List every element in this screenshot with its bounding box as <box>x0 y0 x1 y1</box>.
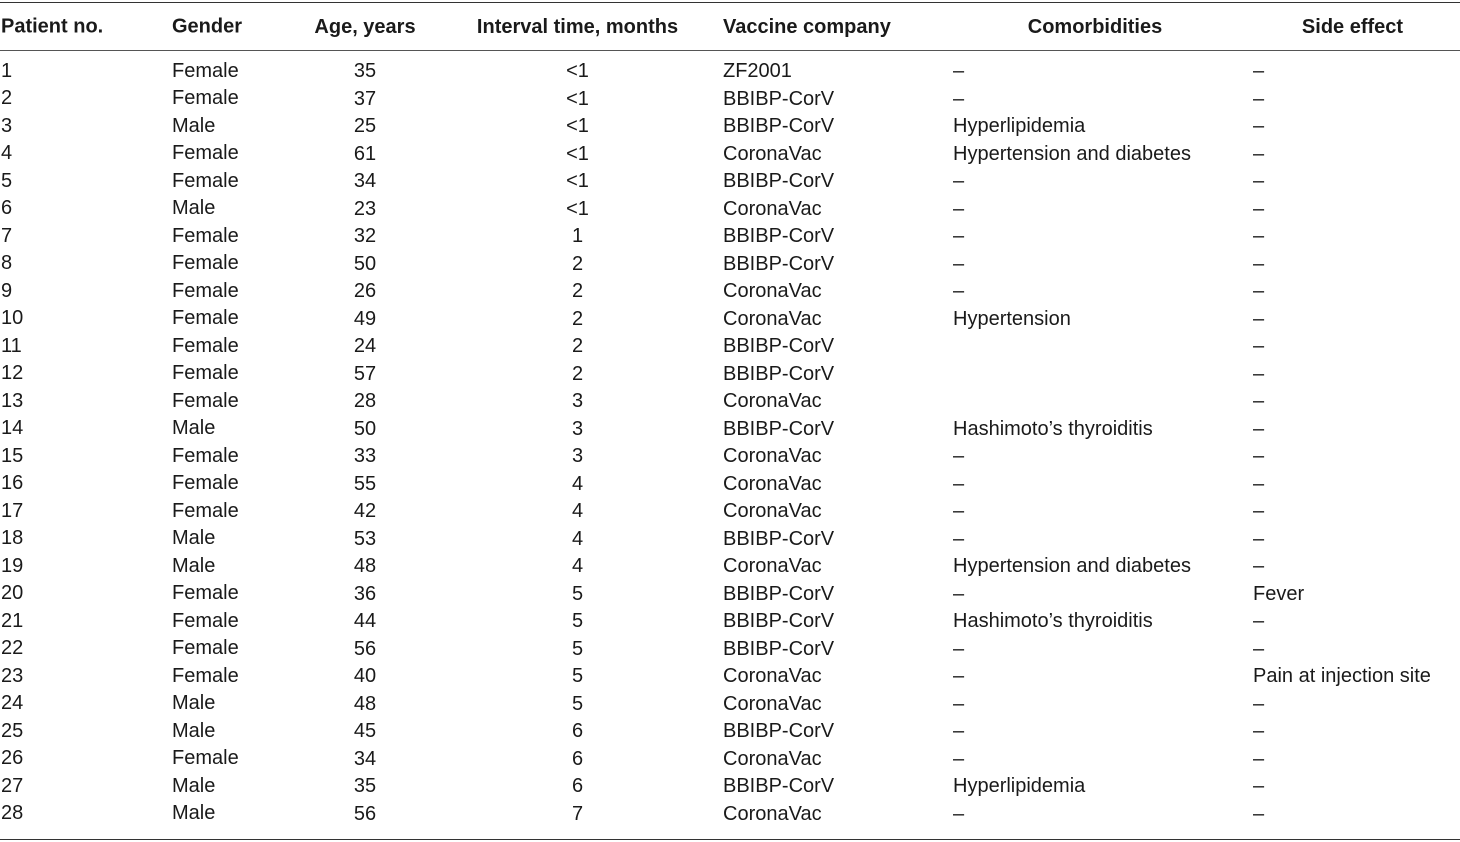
cell-patient-no: 9 <box>1 279 13 302</box>
cell-interval: 5 <box>571 637 584 660</box>
cell-age: 49 <box>353 307 377 330</box>
cell-no-gender <box>0 333 290 361</box>
cell-age: 33 <box>353 445 377 468</box>
cell-patient-no: 3 <box>1 114 13 137</box>
cell-no-gender <box>0 773 290 801</box>
cell-gender: Female <box>172 224 239 247</box>
cell-side-effect: – <box>1253 307 1265 330</box>
cell-interval: 5 <box>571 582 584 605</box>
cell-interval: 4 <box>571 472 584 495</box>
cell-age: 25 <box>353 115 377 138</box>
cell-vaccine: CoronaVac <box>723 197 822 220</box>
cell-vaccine: CoronaVac <box>723 692 822 715</box>
cell-age: 37 <box>353 87 377 110</box>
cell-gender: Female <box>172 87 239 109</box>
cell-gender: Female <box>172 389 239 412</box>
cell-age: 35 <box>353 775 377 798</box>
cell-comorbidities <box>945 361 1245 389</box>
cell-vaccine: BBIBP-CorV <box>723 582 835 605</box>
cell-patient-no: 10 <box>1 307 24 329</box>
cell-side-effect: – <box>1253 445 1265 468</box>
cell-gender: Female <box>172 142 239 164</box>
cell-comorbidities <box>945 333 1245 361</box>
cell-comorbidities: – <box>953 252 965 275</box>
cell-comorbidities: – <box>953 582 965 605</box>
cell-side-effect: – <box>1253 197 1265 220</box>
cell-no-gender <box>0 278 290 306</box>
cell-side-effect: – <box>1253 802 1265 825</box>
cell-interval: 2 <box>571 362 584 385</box>
table-row <box>0 636 1460 664</box>
cell-gender: Female <box>172 444 239 467</box>
cell-interval: <1 <box>566 197 589 220</box>
cell-no-gender <box>0 196 290 224</box>
header-side-effect: Side effect <box>1301 15 1404 38</box>
table-row <box>0 196 1460 224</box>
cell-vaccine: CoronaVac <box>723 555 822 578</box>
cell-patient-no: 17 <box>1 499 24 522</box>
cell-comorbidities: – <box>953 720 965 743</box>
cell-gender: Female <box>172 362 239 384</box>
cell-vaccine: CoronaVac <box>723 280 822 303</box>
table-row <box>0 526 1460 554</box>
cell-gender: Female <box>172 307 239 329</box>
cell-gender: Male <box>172 802 216 824</box>
cell-comorbidities: – <box>953 472 965 495</box>
cell-interval: 2 <box>571 252 584 275</box>
table-row <box>0 553 1460 581</box>
cell-interval: <1 <box>566 87 589 110</box>
cell-vaccine: BBIBP-CorV <box>723 252 835 275</box>
cell-age: 48 <box>353 692 377 715</box>
table-header <box>0 4 1460 50</box>
cell-comorbidities: – <box>953 747 965 770</box>
table-row <box>0 361 1460 389</box>
cell-no-gender <box>0 306 290 334</box>
cell-no-gender <box>0 581 290 609</box>
cell-no-gender <box>0 553 290 581</box>
cell-interval: 4 <box>571 555 584 578</box>
cell-comorbidities: – <box>953 665 965 688</box>
cell-age: 53 <box>353 527 377 550</box>
cell-comorbidities: Hyperlipidemia <box>953 775 1086 798</box>
cell-comorbidities: Hypertension <box>953 307 1071 330</box>
cell-vaccine: ZF2001 <box>723 60 792 83</box>
cell-vaccine: BBIBP-CorV <box>723 87 835 110</box>
cell-patient-no: 7 <box>1 224 13 247</box>
cell-comorbidities: – <box>953 500 965 523</box>
cell-no-gender <box>0 168 290 196</box>
table-row <box>0 443 1460 471</box>
table-row <box>0 113 1460 141</box>
cell-gender: Male <box>172 554 216 577</box>
cell-patient-no: 11 <box>1 334 22 357</box>
cell-interval: <1 <box>566 115 589 138</box>
cell-no-gender <box>0 86 290 114</box>
table-row <box>0 141 1460 169</box>
cell-side-effect: – <box>1253 225 1265 248</box>
cell-side-effect: – <box>1253 610 1265 633</box>
cell-no-gender <box>0 113 290 141</box>
table-row <box>0 306 1460 334</box>
cell-age: 48 <box>353 555 377 578</box>
cell-age: 26 <box>353 280 377 303</box>
cell-vaccine: BBIBP-CorV <box>723 637 835 660</box>
table-top-rule <box>0 2 1460 3</box>
cell-side-effect: – <box>1253 252 1265 275</box>
cell-comorbidities: Hypertension and diabetes <box>953 142 1191 165</box>
cell-interval: <1 <box>566 60 589 83</box>
cell-vaccine: BBIBP-CorV <box>723 225 835 248</box>
cell-comorbidities: – <box>953 527 965 550</box>
table-row <box>0 801 1460 829</box>
cell-interval: 7 <box>571 802 584 825</box>
cell-gender: Male <box>172 692 216 714</box>
cell-no-gender <box>0 141 290 169</box>
cell-side-effect: – <box>1253 692 1265 715</box>
cell-patient-no: 21 <box>1 609 24 632</box>
header-gender-label: Gender <box>172 15 243 38</box>
table-row <box>0 168 1460 196</box>
cell-age: 50 <box>353 417 377 440</box>
cell-interval: 6 <box>571 720 584 743</box>
table-row <box>0 251 1460 279</box>
header-comorbidities: Comorbidities <box>1027 15 1163 38</box>
cell-patient-no: 26 <box>1 747 24 769</box>
cell-no-gender <box>0 746 290 774</box>
patient-table <box>0 4 1460 828</box>
header-gender <box>0 4 290 50</box>
cell-gender: Female <box>172 169 239 192</box>
cell-comorbidities: – <box>953 802 965 825</box>
cell-comorbidities: Hypertension and diabetes <box>953 555 1191 578</box>
cell-vaccine: BBIBP-CorV <box>723 527 835 550</box>
cell-age: 32 <box>353 225 377 248</box>
cell-side-effect: – <box>1253 417 1265 440</box>
table-row <box>0 498 1460 526</box>
cell-interval: 2 <box>571 307 584 330</box>
cell-age: 57 <box>353 362 377 385</box>
header-row <box>0 4 1460 50</box>
cell-no-gender <box>0 691 290 719</box>
table-row <box>0 746 1460 774</box>
cell-patient-no: 28 <box>1 802 24 824</box>
cell-age: 34 <box>353 170 377 193</box>
cell-no-gender <box>0 223 290 251</box>
cell-no-gender <box>0 498 290 526</box>
cell-gender: Male <box>172 417 216 439</box>
cell-vaccine: CoronaVac <box>723 390 822 413</box>
header-patient-no-label: Patient no. <box>1 15 104 38</box>
cell-comorbidities: Hashimoto’s thyroiditis <box>953 610 1153 633</box>
cell-side-effect: – <box>1253 747 1265 770</box>
cell-vaccine: BBIBP-CorV <box>723 115 835 138</box>
cell-age: 56 <box>353 802 377 825</box>
cell-interval: 2 <box>571 280 584 303</box>
cell-patient-no: 14 <box>1 417 24 439</box>
cell-no-gender <box>0 471 290 499</box>
cell-interval: 1 <box>571 225 584 248</box>
cell-no-gender <box>0 251 290 279</box>
table-row <box>0 691 1460 719</box>
cell-patient-no: 24 <box>1 692 24 714</box>
cell-age: 23 <box>353 197 377 220</box>
cell-no-gender <box>0 718 290 746</box>
cell-side-effect: – <box>1253 555 1265 578</box>
cell-interval: 5 <box>571 665 584 688</box>
cell-interval: 3 <box>571 445 584 468</box>
cell-vaccine: BBIBP-CorV <box>723 335 835 358</box>
cell-patient-no: 12 <box>1 362 24 384</box>
header-interval: Interval time, months <box>476 15 679 38</box>
cell-gender: Male <box>172 774 216 797</box>
cell-comorbidities <box>945 388 1245 416</box>
cell-side-effect: – <box>1253 280 1265 303</box>
cell-vaccine: BBIBP-CorV <box>723 720 835 743</box>
cell-gender: Female <box>172 334 239 357</box>
cell-vaccine: CoronaVac <box>723 500 822 523</box>
cell-age: 61 <box>353 142 377 165</box>
table-bottom-rule <box>0 839 1460 840</box>
cell-patient-no: 18 <box>1 527 24 549</box>
cell-interval: 6 <box>571 747 584 770</box>
cell-gender: Male <box>172 527 216 549</box>
cell-no-gender <box>0 361 290 389</box>
cell-gender: Female <box>172 499 239 522</box>
cell-vaccine: BBIBP-CorV <box>723 362 835 385</box>
cell-side-effect: – <box>1253 142 1265 165</box>
cell-patient-no: 8 <box>1 252 13 274</box>
cell-side-effect: – <box>1253 527 1265 550</box>
cell-interval: <1 <box>566 170 589 193</box>
cell-side-effect: Fever <box>1253 582 1305 605</box>
cell-patient-no: 13 <box>1 389 24 412</box>
cell-age: 56 <box>353 637 377 660</box>
cell-side-effect: – <box>1253 500 1265 523</box>
cell-vaccine: BBIBP-CorV <box>723 170 835 193</box>
cell-side-effect: Pain at injection site <box>1253 665 1431 688</box>
cell-age: 45 <box>353 720 377 743</box>
cell-patient-no: 25 <box>1 719 24 742</box>
cell-interval: 4 <box>571 527 584 550</box>
cell-vaccine: CoronaVac <box>723 142 822 165</box>
table-row <box>0 388 1460 416</box>
cell-no-gender <box>0 443 290 471</box>
cell-patient-no: 15 <box>1 444 24 467</box>
cell-comorbidities: – <box>953 60 965 83</box>
cell-side-effect: – <box>1253 115 1265 138</box>
cell-side-effect: – <box>1253 362 1265 385</box>
cell-age: 44 <box>353 610 377 633</box>
table-body <box>0 50 1460 828</box>
cell-age: 28 <box>353 390 377 413</box>
cell-side-effect: – <box>1253 720 1265 743</box>
cell-no-gender <box>0 636 290 664</box>
cell-vaccine: CoronaVac <box>723 445 822 468</box>
cell-patient-no: 5 <box>1 169 13 192</box>
cell-no-gender <box>0 526 290 554</box>
cell-interval: 5 <box>571 610 584 633</box>
table-row <box>0 333 1460 361</box>
cell-patient-no: 2 <box>1 87 13 109</box>
cell-patient-no: 6 <box>1 197 13 219</box>
cell-gender: Female <box>172 252 239 274</box>
cell-age: 35 <box>353 60 377 83</box>
cell-comorbidities: – <box>953 197 965 220</box>
cell-gender: Female <box>172 59 239 82</box>
cell-gender: Female <box>172 747 239 769</box>
header-age: Age, years <box>314 15 416 38</box>
cell-patient-no: 22 <box>1 637 24 659</box>
cell-interval: 5 <box>571 692 584 715</box>
table-row <box>0 718 1460 746</box>
table-row <box>0 608 1460 636</box>
cell-no-gender <box>0 801 290 829</box>
cell-vaccine: BBIBP-CorV <box>723 610 835 633</box>
cell-side-effect: – <box>1253 87 1265 110</box>
cell-comorbidities: – <box>953 225 965 248</box>
cell-vaccine: CoronaVac <box>723 665 822 688</box>
cell-vaccine: BBIBP-CorV <box>723 417 835 440</box>
cell-age: 55 <box>353 472 377 495</box>
cell-side-effect: – <box>1253 170 1265 193</box>
cell-age: 24 <box>353 335 377 358</box>
cell-patient-no: 19 <box>1 554 24 577</box>
table-row <box>0 86 1460 114</box>
cell-age: 50 <box>353 252 377 275</box>
cell-age: 42 <box>353 500 377 523</box>
table-row <box>0 773 1460 801</box>
table-row <box>0 581 1460 609</box>
cell-vaccine: BBIBP-CorV <box>723 775 835 798</box>
cell-comorbidities: – <box>953 170 965 193</box>
cell-side-effect: – <box>1253 775 1265 798</box>
cell-gender: Female <box>172 279 239 302</box>
table-row <box>0 471 1460 499</box>
table-row <box>0 278 1460 306</box>
cell-vaccine: CoronaVac <box>723 472 822 495</box>
cell-interval: 3 <box>571 390 584 413</box>
table-row <box>0 416 1460 444</box>
cell-age: 40 <box>353 665 377 688</box>
cell-comorbidities: – <box>953 87 965 110</box>
table-row <box>0 223 1460 251</box>
cell-no-gender <box>0 608 290 636</box>
cell-patient-no: 16 <box>1 472 24 494</box>
cell-no-gender <box>0 663 290 691</box>
cell-interval: 2 <box>571 335 584 358</box>
cell-age: 34 <box>353 747 377 770</box>
cell-vaccine: CoronaVac <box>723 802 822 825</box>
header-vaccine: Vaccine company <box>723 15 891 38</box>
cell-interval: <1 <box>566 142 589 165</box>
cell-patient-no: 4 <box>1 142 13 164</box>
cell-no-gender <box>0 388 290 416</box>
table-row <box>0 663 1460 691</box>
cell-interval: 6 <box>571 775 584 798</box>
cell-side-effect: – <box>1253 637 1265 660</box>
cell-vaccine: CoronaVac <box>723 307 822 330</box>
cell-patient-no: 27 <box>1 774 24 797</box>
cell-age: 36 <box>353 582 377 605</box>
cell-gender: Male <box>172 197 216 219</box>
cell-gender: Female <box>172 472 239 494</box>
cell-gender: Female <box>172 582 239 604</box>
cell-comorbidities: – <box>953 637 965 660</box>
cell-patient-no: 1 <box>1 59 13 82</box>
cell-gender: Female <box>172 664 239 687</box>
cell-comorbidities: – <box>953 692 965 715</box>
cell-gender: Female <box>172 637 239 659</box>
table-row <box>0 50 1460 86</box>
cell-interval: 3 <box>571 417 584 440</box>
cell-patient-no: 20 <box>1 582 24 604</box>
cell-comorbidities: – <box>953 280 965 303</box>
cell-side-effect: – <box>1253 60 1265 83</box>
cell-gender: Male <box>172 719 216 742</box>
cell-comorbidities: Hashimoto’s thyroiditis <box>953 417 1153 440</box>
cell-comorbidities: Hyperlipidemia <box>953 115 1086 138</box>
cell-side-effect: – <box>1253 335 1265 358</box>
cell-comorbidities: – <box>953 445 965 468</box>
cell-side-effect: – <box>1253 390 1265 413</box>
cell-gender: Male <box>172 114 216 137</box>
cell-vaccine: CoronaVac <box>723 747 822 770</box>
cell-interval: 4 <box>571 500 584 523</box>
cell-side-effect: – <box>1253 472 1265 495</box>
cell-no-gender <box>0 416 290 444</box>
cell-gender: Female <box>172 609 239 632</box>
cell-patient-no: 23 <box>1 664 24 687</box>
cell-no-gender <box>0 50 290 86</box>
